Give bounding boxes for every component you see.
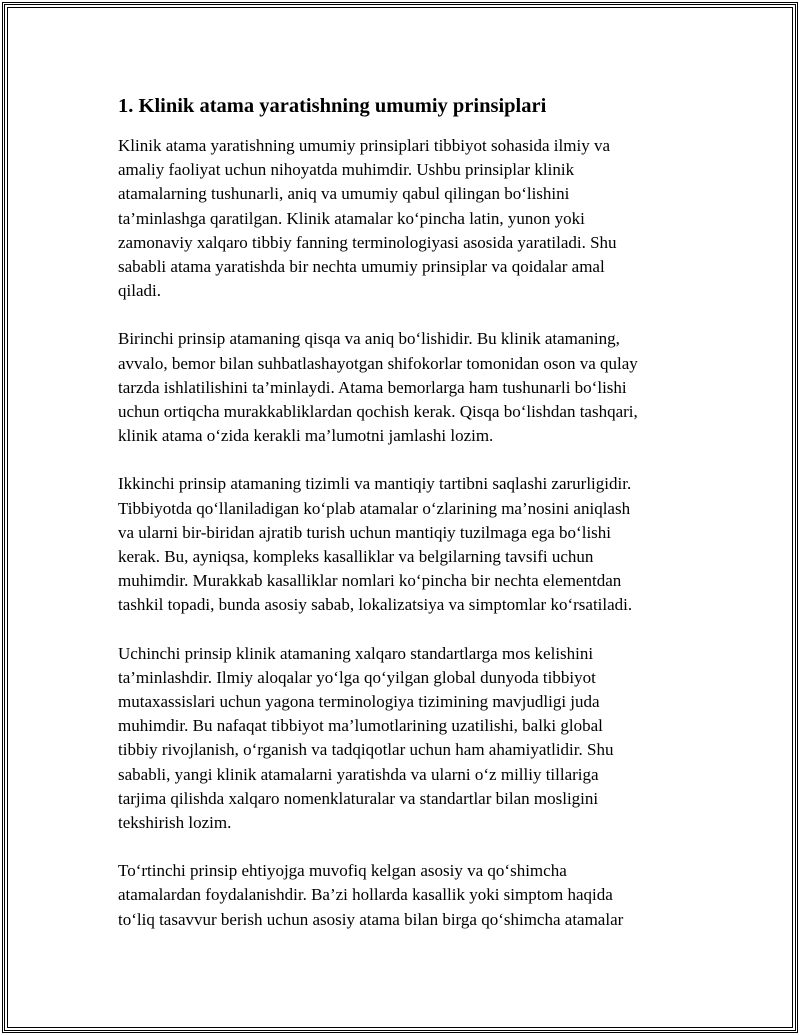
paragraph-1: Klinik atama yaratishning umumiy prinsiplari tibbiyot sohasida ilmiy va amaliy faoliyat uchun nihoyatda muhimdir. Ushbu prinsiplar klinik atamalarning tushunarli, aniq va umumiy qabul qilingan bo‘lishini ta’minlashga qaratilgan. Klinik atamalar ko‘pincha latin, yunon yoki zamonaviy xalqaro tibbiy fanning terminologiyasi asosida yaratiladi. Shu sababli atama yaratishda bir nechta umumiy prinsiplar va qoidalar amal qiladi. xyxy=(118,136,617,301)
paragraph-2: Birinchi prinsip atamaning qisqa va aniq bo‘lishidir. Bu klinik atamaning, avvalo, bemor bilan suhbatlashayotgan shifokorlar tomonidan oson va qulay tarzda ishlatilishini ta’minlaydi. Atama bemorlarga ham tushunarli bo‘lishi uchun ortiqcha murakkabliklardan qochish kerak. Qisqa bo‘lishdan tashqari, klinik atama o‘zida kerakli ma’lumotni jamlashi lozim. xyxy=(118,329,638,446)
paragraph-5: To‘rtinchi prinsip ehtiyojga muvofiq kelgan asosiy va qo‘shimcha atamalardan foydalanishdir. Ba’zi hollarda kasallik yoki simptom haqida to‘liq tasavvur berish uchun asosiy atama bilan birga qo‘shimcha atamalar xyxy=(118,861,624,929)
paragraph-3: Ikkinchi prinsip atamaning tizimli va mantiqiy tartibni saqlashi zarurligidir. Tibbiyotda qo‘llaniladigan ko‘plab atamalar o‘zlarining ma’nosini aniqlash va ularni bir-biridan ajratib turish uchun mantiqiy tuzilmaga ega bo‘lishi kerak. Bu, ayniqsa, kompleks kasalliklar va belgilarning tavsifi uchun muhimdir. Murakkab kasalliklar nomlari ko‘pincha bir nechta elementdan tashkil topadi, bunda asosiy sabab, lokalizatsiya va simptomlar ko‘rsatiladi. xyxy=(118,474,633,615)
paragraph-4: Uchinchi prinsip klinik atamaning xalqaro standartlarga mos kelishini ta’minlashdir. Ilmiy aloqalar yo‘lga qo‘yilgan global dunyoda tibbiyot mutaxassislari uchun yagona terminologiya tizimining mavjudligi juda muhimdir. Bu nafaqat tibbiyot ma’lumotlarining uzatilishi, balki global tibbiy rivojlanish, o‘rganish va tadqiqotlar uchun ham ahamiyatlidir. Shu sababli, yangi klinik atamalarni yaratishda va ularni o‘z milliy tillariga tarjima qilishda xalqaro nomenklaturalar va standartlar bilan mosligini tekshirish lozim. xyxy=(118,643,614,833)
section-heading: 1. Klinik atama yaratishning umumiy prinsiplari xyxy=(118,95,547,117)
document-body xyxy=(118,92,688,956)
